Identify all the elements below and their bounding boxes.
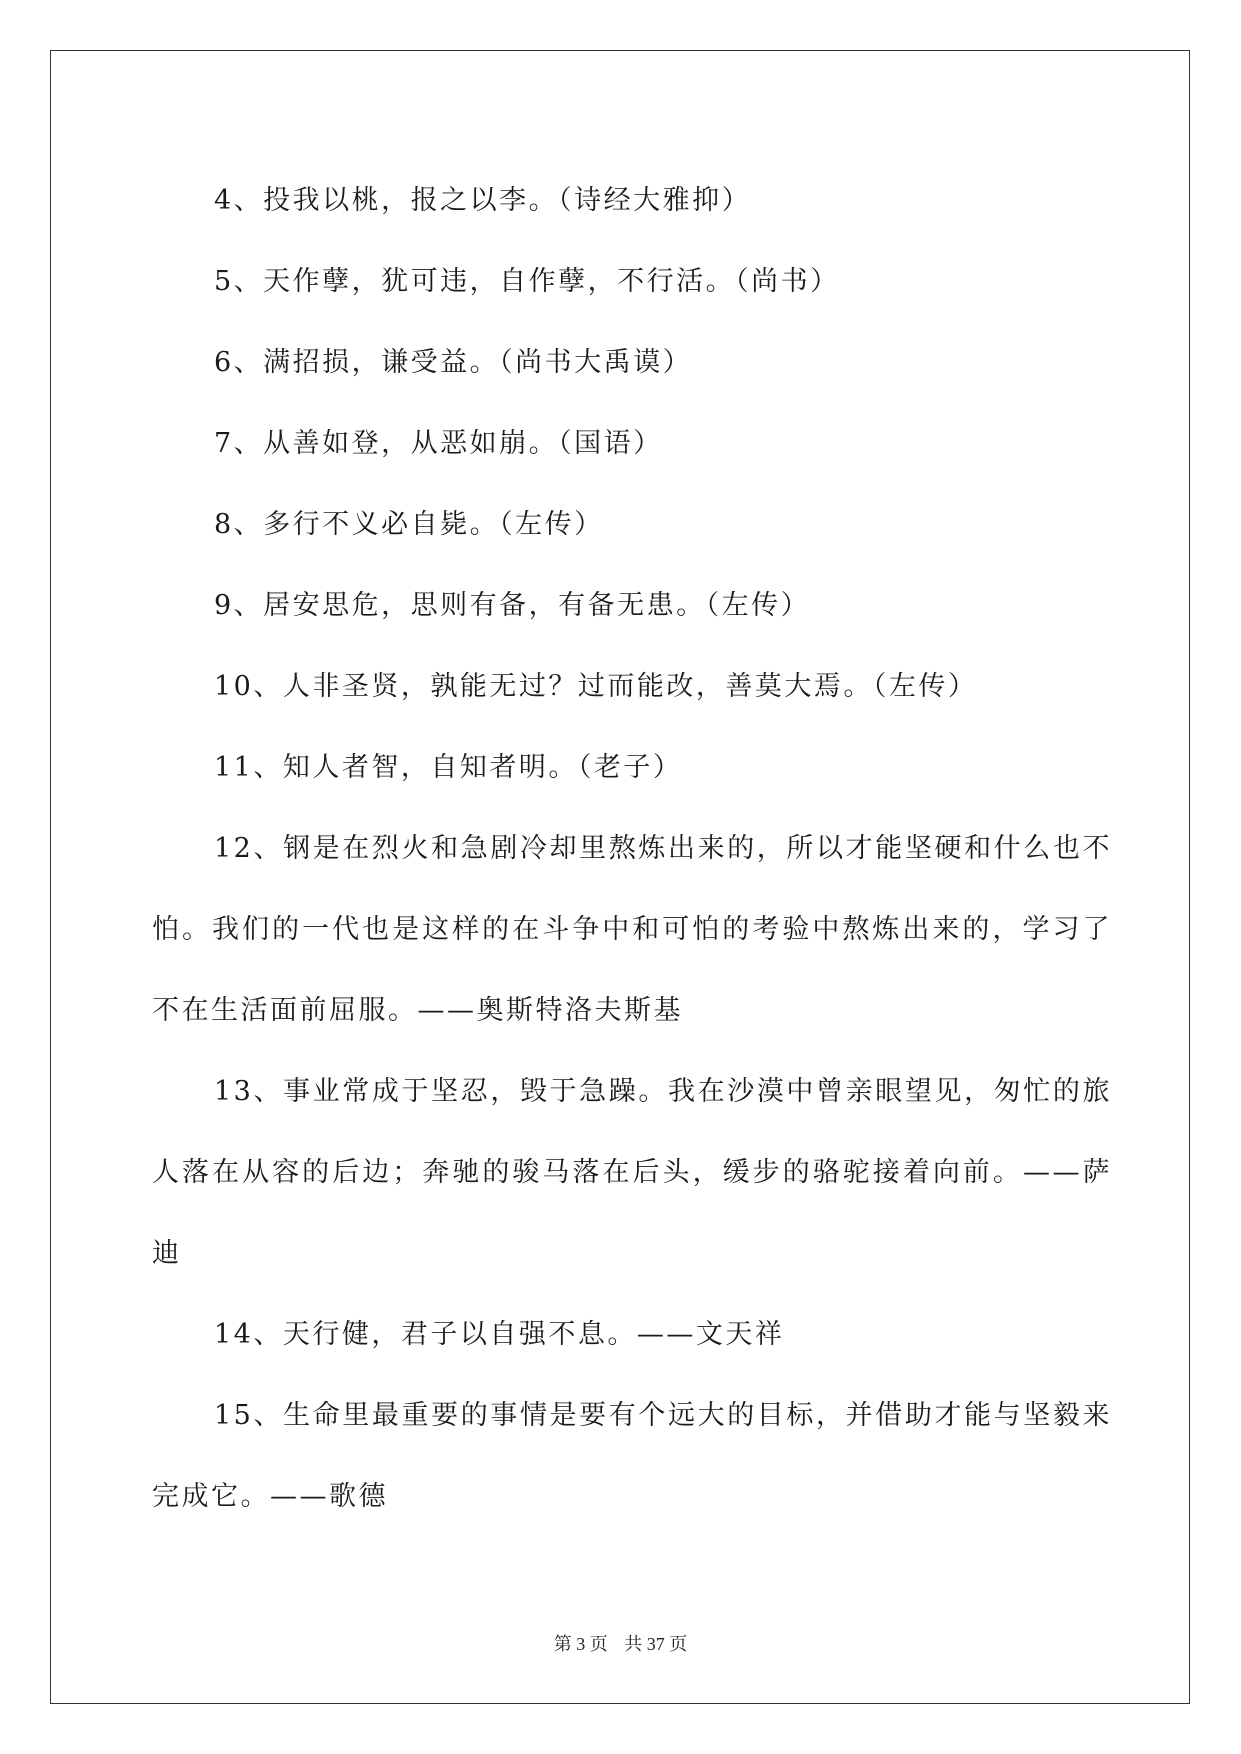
quote-paragraph: 6、满招损，谦受益。（尚书大禹谟） xyxy=(214,347,693,378)
quote-paragraph: 15、生命里最重要的事情是要有个远大的目标，并借助才能与坚毅来完成它。——歌德 xyxy=(152,1400,1112,1512)
quote-paragraph: 5、天作孽，犹可违，自作孽，不行活。（尚书） xyxy=(214,266,840,297)
page-total: 共 37 页 xyxy=(624,1634,688,1654)
quote-paragraph: 8、多行不义必自毙。（左传） xyxy=(214,509,604,540)
quote-paragraph: 10、人非圣贤，孰能无过？过而能改，善莫大焉。（左传） xyxy=(214,671,978,702)
page-number: 第 3 页 xyxy=(553,1634,608,1654)
document-body xyxy=(152,160,1112,1537)
quote-paragraph: 12、钢是在烈火和急剧冷却里熬炼出来的，所以才能坚硬和什么也不怕。我们的一代也是这样的在斗争中和可怕的考验中熬炼出来的，学习了不在生活面前屈服。——奥斯特洛夫斯基 xyxy=(152,833,1112,1026)
page-footer xyxy=(0,1630,1241,1656)
quote-paragraph: 11、知人者智，自知者明。（老子） xyxy=(214,752,683,783)
quote-paragraph: 4、投我以桃，报之以李。（诗经大雅抑） xyxy=(214,185,752,216)
quote-paragraph: 7、从善如登，从恶如崩。（国语） xyxy=(214,428,663,459)
quote-paragraph: 9、居安思危，思则有备，有备无患。（左传） xyxy=(214,590,811,621)
quote-paragraph: 14、天行健，君子以自强不息。——文天祥 xyxy=(214,1319,785,1350)
quote-paragraph: 13、事业常成于坚忍，毁于急躁。我在沙漠中曾亲眼望见，匆忙的旅人落在从容的后边；奔驰的骏马落在后头，缓步的骆驼接着向前。——萨迪 xyxy=(152,1076,1112,1269)
